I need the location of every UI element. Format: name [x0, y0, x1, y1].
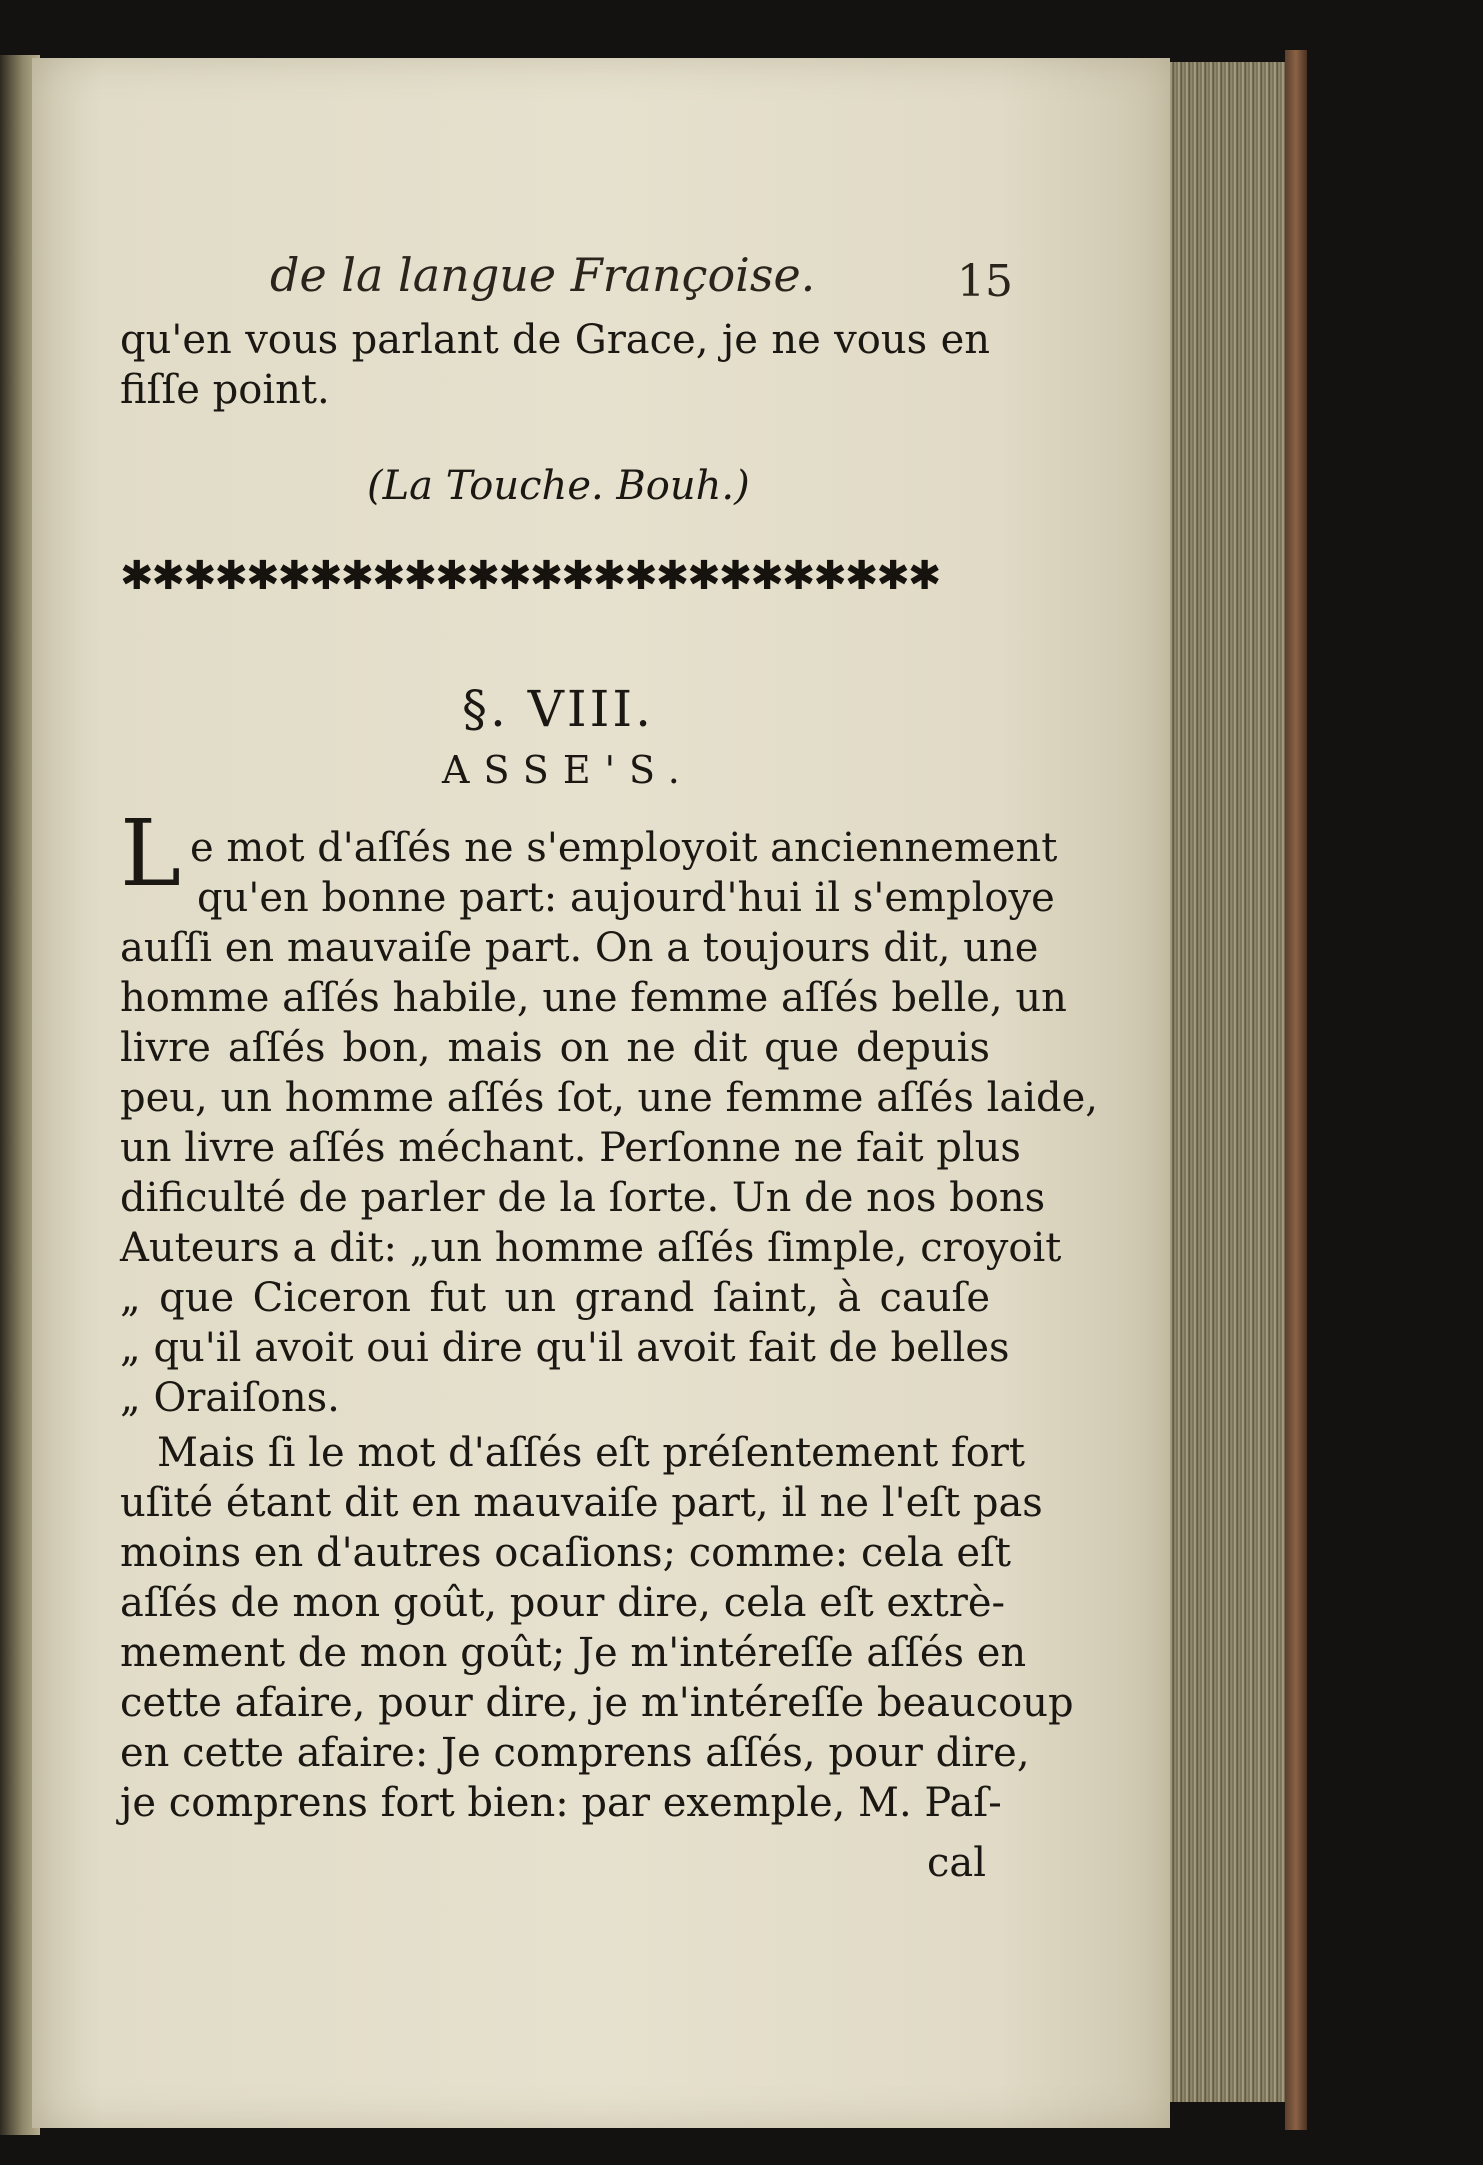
text-line: qu'en bonne part: aujourd'hui il s'employe: [197, 875, 1055, 921]
text-line: je comprens fort bien: par exemple, M. Paſ-: [120, 1780, 1002, 1826]
book-fore-edge: [1165, 62, 1303, 2102]
text-line: cette afaire, pour dire, je m'intéreſſe beaucoup: [120, 1680, 1074, 1726]
text-line: „ Oraiſons.: [120, 1375, 340, 1421]
ornament-divider: ✱✱✱✱✱✱✱✱✱✱✱✱✱✱✱✱✱✱✱✱✱✱✱✱✱✱: [120, 553, 940, 599]
text-line: Auteurs a dit: „un homme aſſés ſimple, croyoit: [120, 1225, 1062, 1271]
book-cover-edge: [1285, 50, 1307, 2130]
text-line: fiſſe point.: [120, 367, 330, 413]
section-number: §. VIII.: [462, 680, 655, 738]
text-line: peu, un homme aſſés ſot, une femme aſſés laide,: [120, 1075, 1098, 1121]
text-line: Mais ſi le mot d'aſſés eſt préſentement fort: [157, 1430, 1025, 1476]
text-line: moins en d'autres ocaſions; comme: cela eſt: [120, 1530, 1011, 1576]
drop-capital: L: [120, 800, 182, 907]
text-line: „ qu'il avoit oui dire qu'il avoit fait de belles: [120, 1325, 1010, 1371]
text-line: „ que Ciceron fut un grand ſaint, à cauſe: [120, 1275, 990, 1321]
text-line: dificulté de parler de la ſorte. Un de nos bons: [120, 1175, 1046, 1221]
running-head: de la langue Françoise.: [270, 248, 816, 302]
text-line: qu'en vous parlant de Grace, je ne vous en: [120, 317, 990, 363]
text-line: e mot d'aſſés ne s'employoit anciennement: [190, 825, 1058, 871]
page-number: 15: [957, 256, 1013, 307]
text-line: un livre aſſés méchant. Perſonne ne fait plus: [120, 1125, 1021, 1171]
attribution: (La Touche. Bouh.): [367, 463, 750, 509]
text-line: auſſi en mauvaiſe part. On a toujours dit, une: [120, 925, 1039, 971]
text-line: en cette afaire: Je comprens aſſés, pour dire,: [120, 1730, 1030, 1776]
text-line: mement de mon goût; Je m'intéreſſe aſſés en: [120, 1630, 1027, 1676]
text-line: aſſés de mon goût, pour dire, cela eſt extrè-: [120, 1580, 1006, 1626]
text-line: uſité étant dit en mauvaiſe part, il ne l'eſt pas: [120, 1480, 1043, 1526]
book-page: [32, 58, 1170, 2128]
catchword: cal: [927, 1840, 987, 1886]
text-line: homme aſſés habile, une femme aſſés belle, un: [120, 975, 1067, 1021]
section-title: ASSE'S.: [442, 748, 694, 792]
text-line: livre aſſés bon, mais on ne dit que depuis: [120, 1025, 990, 1071]
